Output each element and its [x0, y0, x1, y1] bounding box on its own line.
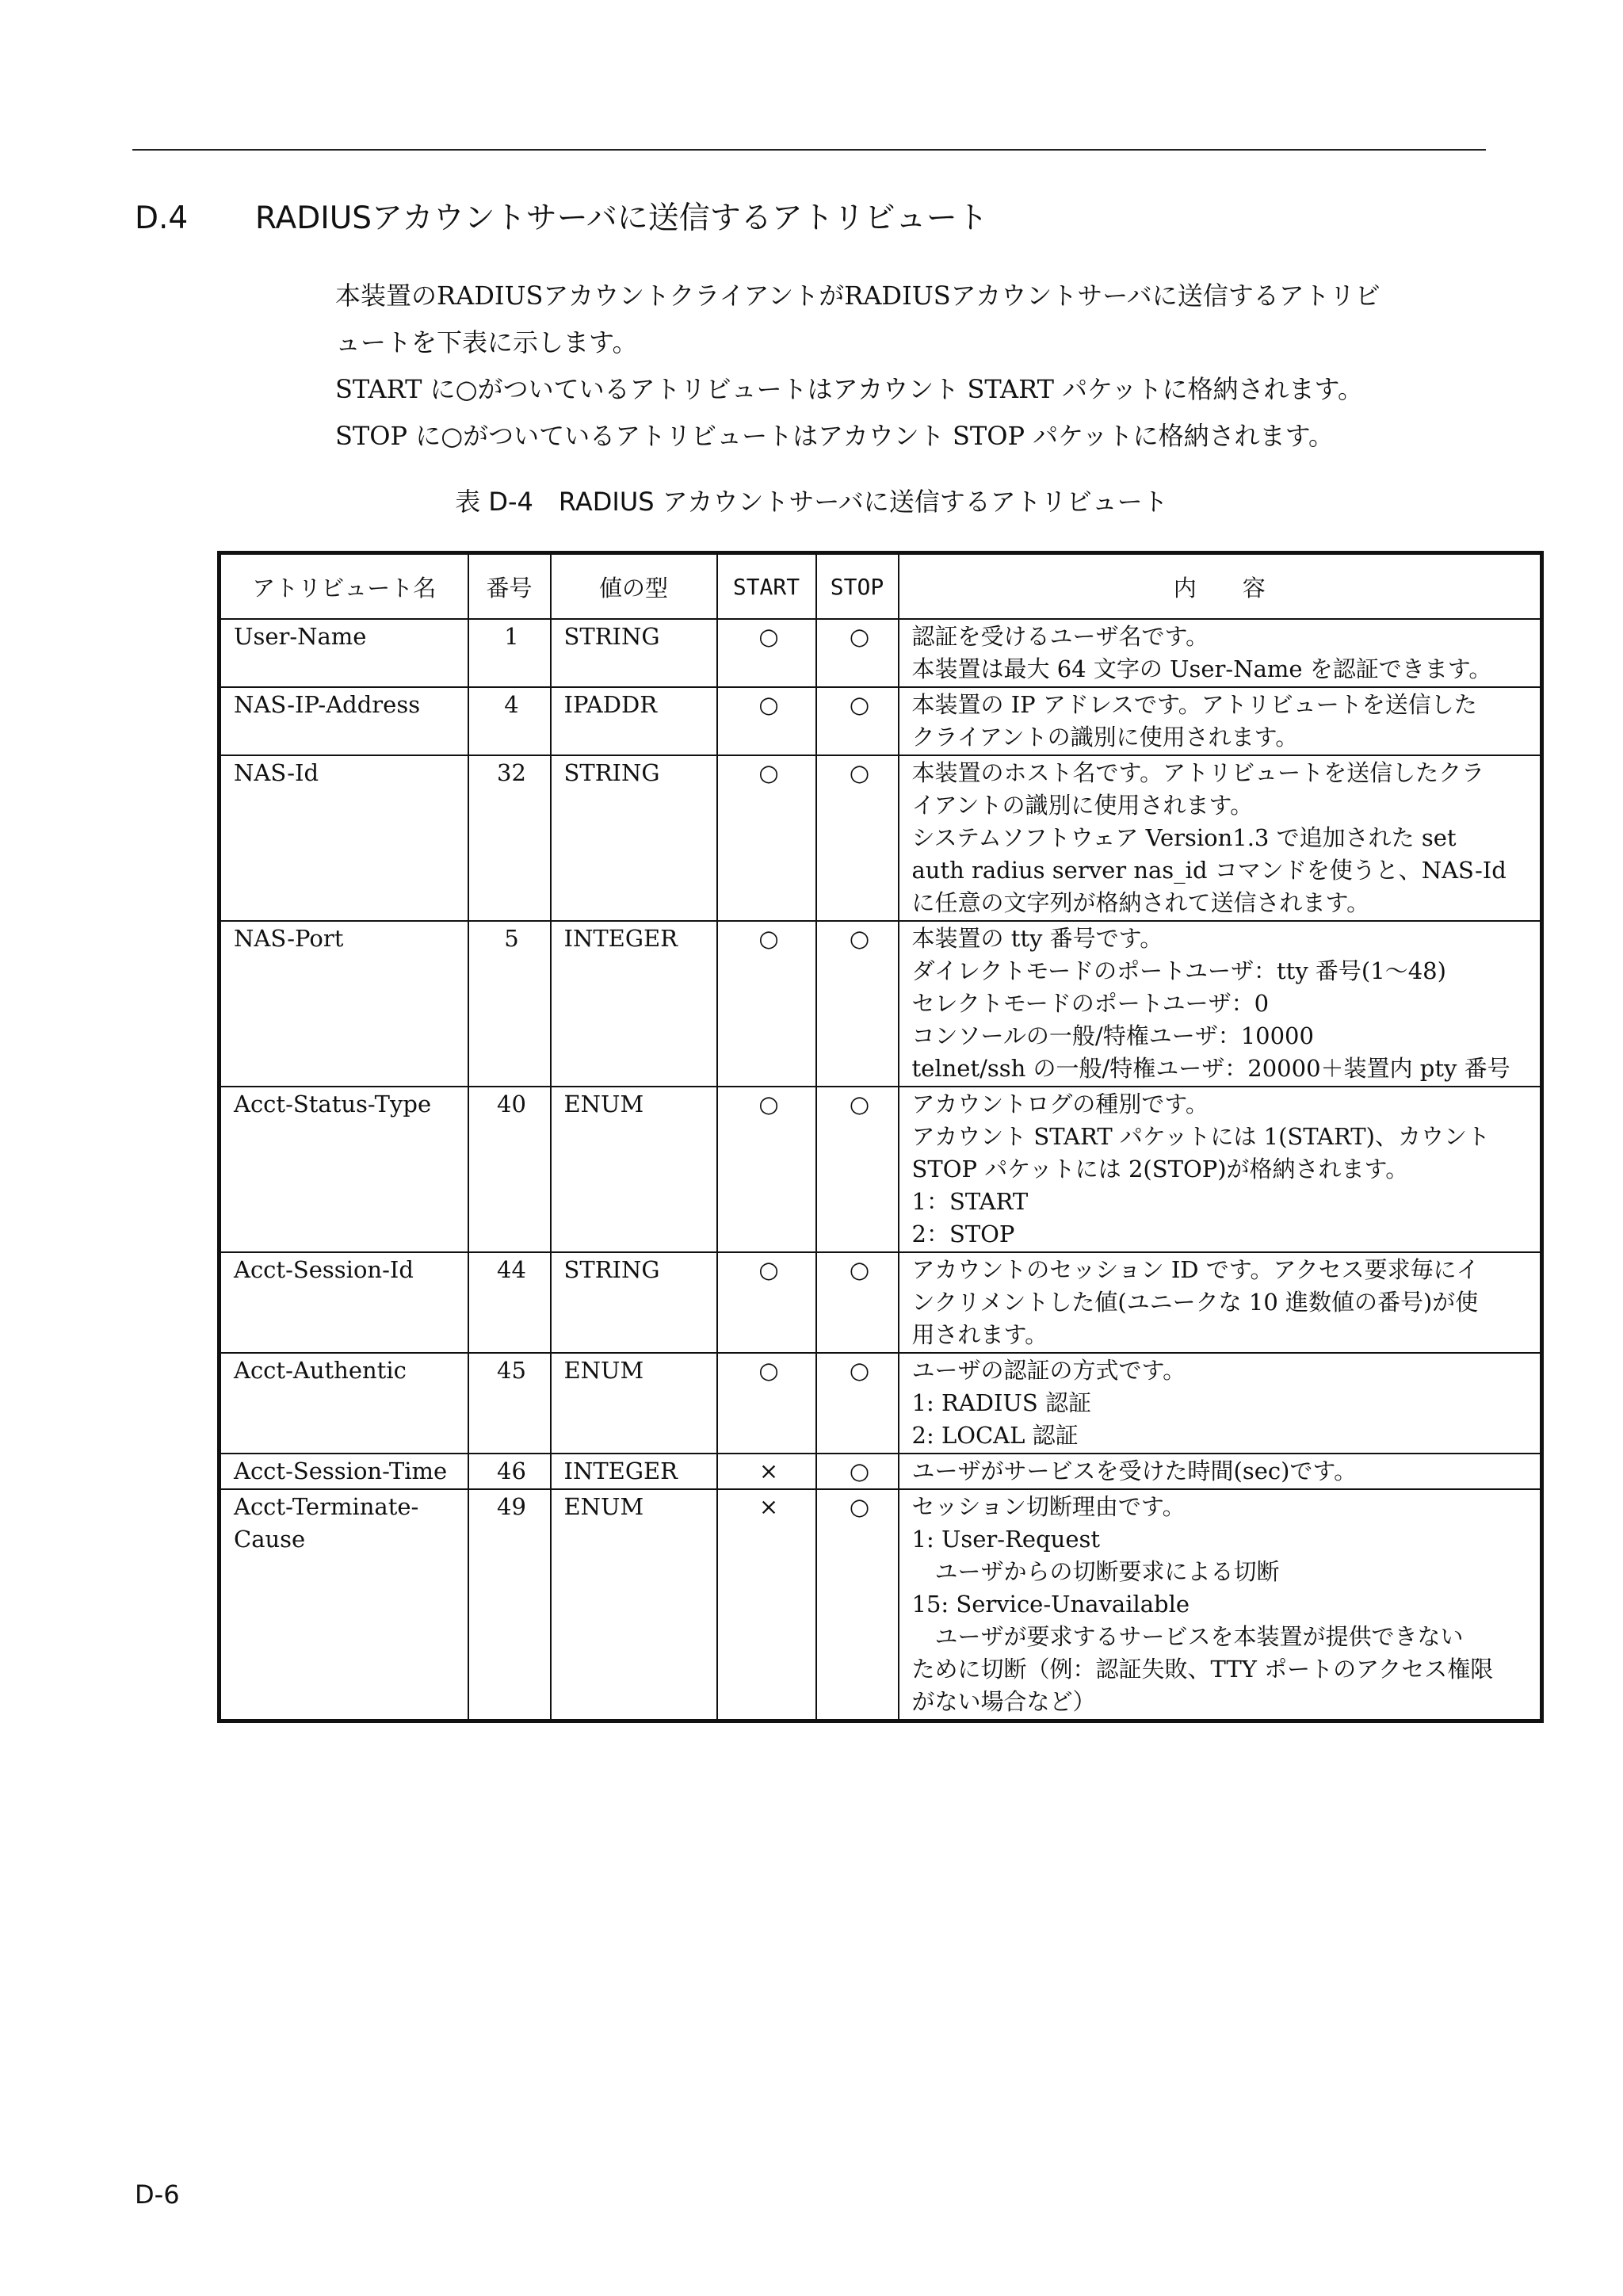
description-line: 1: RADIUS 認証 — [911, 1389, 1091, 1416]
description-line: コンソールの一般/特権ユーザ：10000 — [911, 1022, 1314, 1049]
header-start: START — [717, 553, 816, 620]
cell-stop-mark: ○ — [816, 1489, 899, 1721]
description-line: 用されます。 — [911, 1321, 1048, 1348]
page-number: D-6 — [135, 2179, 180, 2210]
cell-value-type: INTEGER — [551, 1454, 717, 1489]
cell-description — [899, 1454, 1542, 1489]
cell-attribute-name: Acct-Session-Time — [220, 1454, 468, 1489]
description-line: ユーザがサービスを受けた時間(sec)です。 — [911, 1457, 1358, 1484]
description-line: アカウントログの種別です。 — [911, 1091, 1209, 1117]
table-row — [220, 1353, 1542, 1454]
description-line: 本装置は最大 64 文字の User-Name を認証できます。 — [911, 655, 1492, 682]
description-line: 認証を受けるユーザ名です。 — [911, 623, 1209, 650]
description-line: クライアントの識別に使用されます。 — [911, 724, 1299, 751]
table-caption: 表 D-4 RADIUS アカウントサーバに送信するアトリビュート — [455, 487, 1168, 517]
cell-attribute-name: NAS-IP-Address — [220, 687, 468, 755]
cell-stop-mark: ○ — [816, 1087, 899, 1252]
description-line: ユーザの認証の方式です。 — [911, 1357, 1186, 1384]
description-line: 1: User-Request — [911, 1526, 1101, 1553]
intro-line: STOP に○がついているアトリビュートはアカウント STOP パケットに格納されます。 — [335, 421, 1335, 451]
cell-description — [899, 921, 1542, 1087]
cell-number: 1 — [468, 619, 551, 687]
section-title: RADIUSアカウントサーバに送信するアトリビュート — [255, 201, 988, 236]
description-line: ダイレクトモードのポートユーザ：tty 番号(1～48) — [911, 957, 1446, 984]
description-line: 本装置のホスト名です。アトリビュートを送信したクラ — [911, 759, 1485, 786]
table-row — [220, 687, 1542, 755]
cell-value-type: STRING — [551, 755, 717, 921]
cell-start-mark: ○ — [717, 1087, 816, 1252]
table-row — [220, 1489, 1542, 1721]
intro-line: ュートを下表に示します。 — [335, 327, 638, 357]
cell-start-mark: ○ — [717, 687, 816, 755]
cell-description — [899, 687, 1542, 755]
attribute-name-line: Acct-Terminate- — [234, 1493, 419, 1520]
cell-stop-mark: ○ — [816, 619, 899, 687]
cell-number: 49 — [468, 1489, 551, 1721]
description-line: telnet/ssh の一般/特権ユーザ：20000＋装置内 pty 番号 — [911, 1055, 1510, 1082]
table-row — [220, 755, 1542, 921]
description-line: セレクトモードのポートユーザ：0 — [911, 990, 1270, 1017]
description-line: 1：START — [911, 1188, 1029, 1215]
cell-number: 4 — [468, 687, 551, 755]
cell-value-type: INTEGER — [551, 921, 717, 1087]
cell-attribute-name — [220, 1489, 468, 1721]
cell-number: 44 — [468, 1252, 551, 1353]
cell-description — [899, 1489, 1542, 1721]
cell-start-mark: ○ — [717, 619, 816, 687]
cell-description — [899, 1252, 1542, 1353]
description-line: auth radius server nas_id コマンドを使うと、NAS-Id — [911, 857, 1507, 884]
description-line: イアントの識別に使用されます。 — [911, 792, 1254, 819]
cell-value-type: ENUM — [551, 1087, 717, 1252]
description-line: がない場合など） — [911, 1688, 1096, 1715]
cell-number: 45 — [468, 1353, 551, 1454]
cell-stop-mark: ○ — [816, 921, 899, 1087]
header-rule — [132, 149, 1486, 151]
table-row — [220, 1087, 1542, 1252]
description-line: 本装置の tty 番号です。 — [911, 925, 1163, 952]
description-line: セッション切断理由です。 — [911, 1493, 1186, 1520]
cell-value-type: STRING — [551, 619, 717, 687]
header-value-type: 値の型 — [551, 553, 717, 620]
description-line: 2：STOP — [911, 1221, 1015, 1247]
intro-line: 本装置のRADIUSアカウントクライアントがRADIUSアカウントサーバに送信するアトリビ — [335, 281, 1381, 311]
intro-paragraph — [335, 273, 1500, 460]
cell-attribute-name: Acct-Authentic — [220, 1353, 468, 1454]
cell-start-mark: × — [717, 1454, 816, 1489]
attribute-name-line: Cause — [234, 1526, 306, 1553]
header-description: 内 容 — [899, 553, 1542, 620]
header-stop: STOP — [816, 553, 899, 620]
cell-stop-mark: ○ — [816, 1454, 899, 1489]
description-line: アカウントのセッション ID です。アクセス要求毎にイ — [911, 1256, 1480, 1283]
cell-attribute-name: NAS-Id — [220, 755, 468, 921]
cell-attribute-name: Acct-Status-Type — [220, 1087, 468, 1252]
table-header-row — [220, 553, 1542, 620]
cell-value-type: STRING — [551, 1252, 717, 1353]
cell-stop-mark: ○ — [816, 1353, 899, 1454]
description-line: 2: LOCAL 認証 — [911, 1422, 1079, 1449]
table-row — [220, 1454, 1542, 1489]
cell-description — [899, 755, 1542, 921]
cell-number: 40 — [468, 1087, 551, 1252]
table-row — [220, 921, 1542, 1087]
section-heading — [135, 193, 988, 238]
attribute-table — [217, 551, 1544, 1723]
description-line: STOP パケットには 2(STOP)が格納されます。 — [911, 1156, 1409, 1182]
cell-value-type: ENUM — [551, 1353, 717, 1454]
cell-number: 32 — [468, 755, 551, 921]
cell-stop-mark: ○ — [816, 687, 899, 755]
cell-value-type: IPADDR — [551, 687, 717, 755]
section-number: D.4 — [135, 201, 189, 236]
cell-number: 5 — [468, 921, 551, 1087]
description-line: に任意の文字列が格納されて送信されます。 — [911, 889, 1370, 916]
cell-stop-mark: ○ — [816, 755, 899, 921]
cell-description — [899, 1087, 1542, 1252]
description-line: ンクリメントした値(ユニークな 10 進数値の番号)が使 — [911, 1289, 1479, 1316]
cell-attribute-name: User-Name — [220, 619, 468, 687]
cell-start-mark: ○ — [717, 921, 816, 1087]
cell-stop-mark: ○ — [816, 1252, 899, 1353]
table-row — [220, 619, 1542, 687]
cell-start-mark: ○ — [717, 1252, 816, 1353]
header-number: 番号 — [468, 553, 551, 620]
description-line: 本装置の IP アドレスです。アトリビュートを送信した — [911, 691, 1477, 718]
description-line: ユーザからの切断要求による切断 — [911, 1558, 1280, 1585]
description-line: ために切断（例：認証失敗、TTY ポートのアクセス権限 — [911, 1656, 1494, 1683]
cell-start-mark: × — [717, 1489, 816, 1721]
cell-description — [899, 619, 1542, 687]
description-line: システムソフトウェア Version1.3 で追加された set — [911, 824, 1457, 851]
cell-start-mark: ○ — [717, 1353, 816, 1454]
cell-attribute-name: Acct-Session-Id — [220, 1252, 468, 1353]
table-row — [220, 1252, 1542, 1353]
cell-description — [899, 1353, 1542, 1454]
cell-value-type: ENUM — [551, 1489, 717, 1721]
cell-number: 46 — [468, 1454, 551, 1489]
description-line: 15: Service-Unavailable — [911, 1591, 1190, 1618]
description-line: アカウント START パケットには 1(START)、カウント — [911, 1123, 1490, 1150]
cell-attribute-name: NAS-Port — [220, 921, 468, 1087]
header-attribute-name: アトリビュート名 — [220, 553, 468, 620]
cell-start-mark: ○ — [717, 755, 816, 921]
intro-line: START に○がついているアトリビュートはアカウント START パケットに格納されます。 — [335, 374, 1363, 404]
description-line: ユーザが要求するサービスを本装置が提供できない — [911, 1623, 1464, 1650]
